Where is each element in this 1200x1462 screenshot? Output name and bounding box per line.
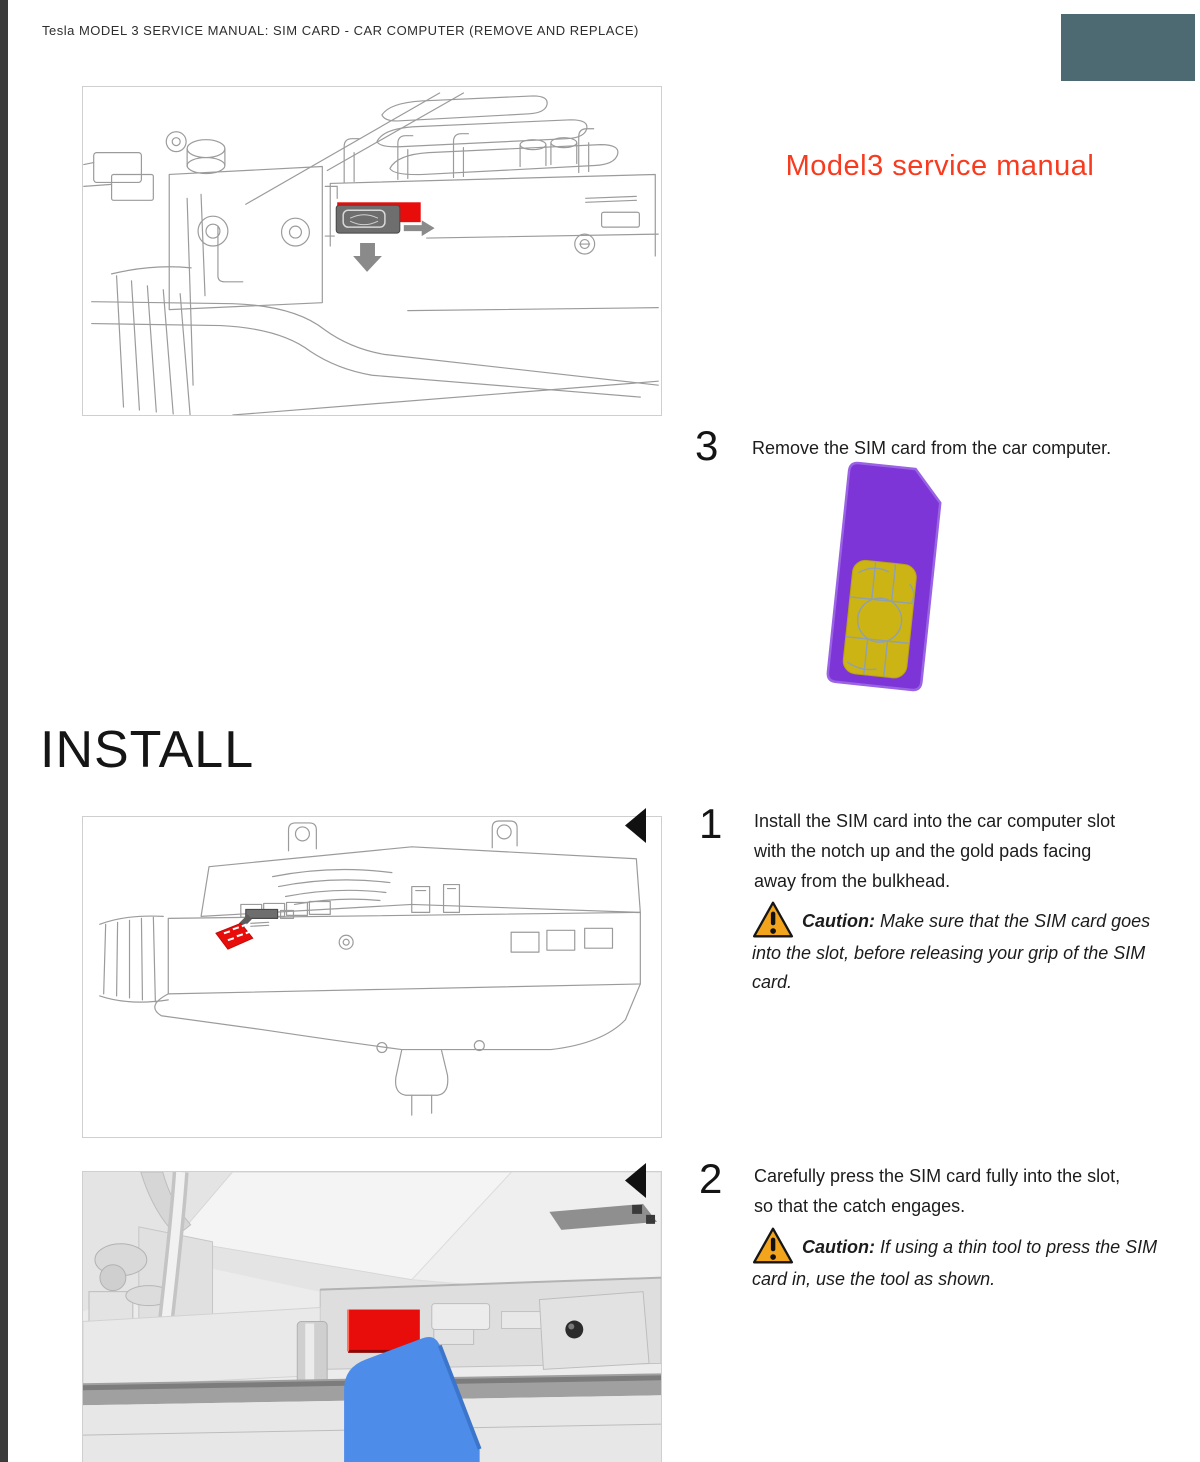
step-text-2: Carefully press the SIM card fully into the slot, so that the catch engages.	[754, 1166, 1121, 1216]
screw	[565, 1321, 583, 1339]
step-text-1: Install the SIM card into the car computer slot with the notch up and the gold pads facing away from the bulkhead.	[754, 811, 1116, 891]
step-text-3: Remove the SIM card from the car computer.	[752, 438, 1112, 458]
caution-label: Caution:	[802, 1237, 875, 1257]
caution-note-1	[752, 900, 1168, 997]
warning-icon	[752, 1226, 794, 1265]
sim-card-icon	[806, 460, 974, 698]
install-section-heading: INSTALL	[40, 721, 255, 779]
caution-note-2	[752, 1226, 1176, 1294]
sim-press-tool-render-icon	[83, 1172, 661, 1462]
figure-press-sim-diagram	[82, 1171, 662, 1462]
step-number-2: 2	[699, 1155, 723, 1202]
figure-remove-sim-diagram	[82, 86, 662, 416]
step-marker-triangle-icon	[625, 808, 646, 843]
caution-text: If using a thin tool to press the SIM card in, use the tool as shown.	[752, 1237, 1158, 1289]
car-computer-install-line-art-icon	[83, 817, 661, 1137]
teal-corner-block	[1061, 14, 1195, 81]
page-title: Tesla MODEL 3 SERVICE MANUAL: SIM CARD - CAR COMPUTER (REMOVE AND REPLACE)	[42, 23, 639, 38]
sim-card-highlight	[216, 923, 253, 949]
arrow-down-icon	[353, 243, 382, 272]
step-marker-triangle-icon	[625, 1163, 646, 1198]
arrow-right-icon	[404, 220, 435, 236]
figure-install-sim-diagram	[82, 816, 662, 1138]
car-computer-remove-line-art-icon	[83, 87, 661, 415]
step-number-3: 3	[695, 422, 719, 469]
warning-icon	[752, 900, 794, 939]
caution-text: Make sure that the SIM card goes into the slot, before releasing your grip of the SIM card.	[752, 911, 1151, 992]
page-edge-bar	[0, 0, 8, 1462]
sim-tray	[336, 205, 400, 233]
caution-label: Caution:	[802, 911, 875, 931]
step-number-1: 1	[699, 800, 723, 847]
watermark-title: Model3 service manual	[785, 150, 1095, 182]
